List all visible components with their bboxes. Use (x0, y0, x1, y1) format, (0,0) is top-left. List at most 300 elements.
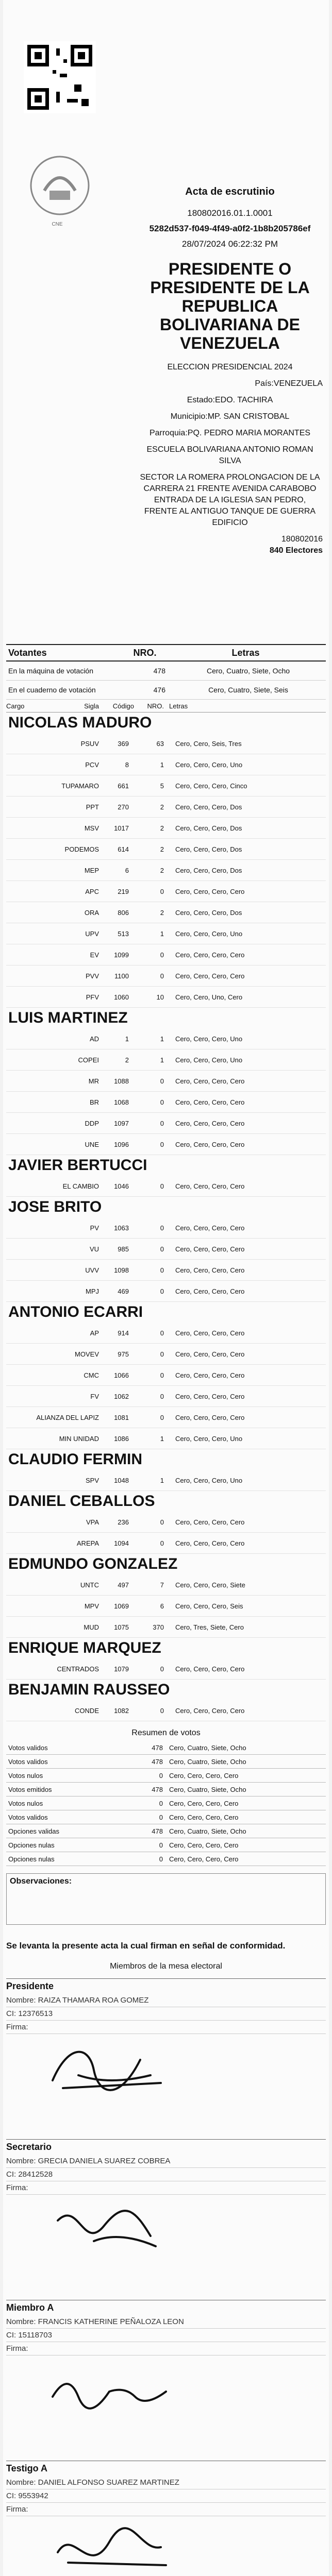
resumen-nro: 478 (152, 1743, 163, 1752)
party-row (6, 1028, 326, 1049)
party-row (6, 1533, 326, 1554)
party-sigla: CONDE (75, 1706, 99, 1715)
party-row (6, 1176, 326, 1197)
party-row (6, 987, 326, 1008)
candidate-name: JAVIER BERTUCCI (8, 1157, 147, 1174)
party-nro: 0 (160, 1266, 164, 1274)
party-sigla: ORA (84, 908, 99, 917)
party-codigo: 1062 (114, 1392, 129, 1400)
resumen-row (6, 1824, 326, 1838)
party-row (6, 944, 326, 965)
party-sigla: MUD (84, 1623, 99, 1631)
party-nro: 2 (160, 803, 164, 811)
party-nro: 63 (156, 739, 164, 748)
acta-header (3, 0, 329, 644)
party-row (6, 923, 326, 944)
party-sigla: ALIANZA DEL LAPIZ (36, 1413, 99, 1421)
party-row (6, 1428, 326, 1449)
party-codigo: 1096 (114, 1140, 129, 1148)
party-codigo: 236 (118, 1518, 129, 1526)
party-row (6, 1239, 326, 1260)
party-letras: Cero, Cero, Cero, Siete (175, 1581, 245, 1589)
party-nro: 2 (160, 908, 164, 917)
party-letras: Cero, Cero, Cero, Cero (175, 1098, 245, 1106)
signature-icon (47, 2039, 181, 2111)
party-row (6, 902, 326, 923)
member-role: Testigo A (6, 2463, 47, 2473)
party-sigla: CENTRADOS (57, 1665, 99, 1673)
party-codigo: 661 (118, 782, 129, 790)
party-row (6, 1323, 326, 1344)
party-codigo: 1099 (114, 951, 129, 959)
signature-area (6, 2516, 326, 2576)
member-ci: CI: 28412528 (6, 2168, 326, 2181)
election-name: ELECCION PRESIDENCIAL 2024 (167, 363, 293, 371)
party-row (6, 1365, 326, 1386)
member-nombre: Nombre: DANIEL ALFONSO SUAREZ MARTINEZ (6, 2476, 326, 2489)
party-nro: 10 (156, 993, 164, 1001)
party-sigla: PFV (86, 993, 99, 1001)
party-sigla: MPJ (86, 1287, 99, 1295)
party-codigo: 1097 (114, 1119, 129, 1127)
party-letras: Cero, Cero, Cero, Seis (175, 1602, 243, 1610)
party-sigla: TUPAMARO (61, 782, 99, 790)
votantes-label: En la máquina de votación (8, 667, 93, 675)
resumen-label: Votos nulos (8, 1771, 43, 1780)
miembros-title: Miembros de la mesa electoral (110, 1962, 222, 1971)
party-sigla: PPT (86, 803, 99, 811)
party-nro: 0 (160, 1329, 164, 1337)
member-block (6, 1978, 326, 2132)
party-letras: Cero, Cero, Cero, Uno (175, 1434, 243, 1443)
party-sigla: MIN UNIDAD (59, 1434, 99, 1443)
party-codigo: 1069 (114, 1602, 129, 1610)
party-sigla: PSUV (80, 739, 99, 748)
party-row (6, 1574, 326, 1596)
party-row (6, 1260, 326, 1281)
party-nro: 0 (160, 1392, 164, 1400)
party-letras: Cero, Cero, Cero, Cero (175, 1287, 245, 1295)
votantes-row (6, 681, 326, 700)
party-row (6, 1344, 326, 1365)
candidate-name: CLAUDIO FERMIN (8, 1451, 142, 1468)
party-row (6, 775, 326, 796)
party-row (6, 1617, 326, 1638)
party-letras: Cero, Cero, Cero, Cero (175, 1140, 245, 1148)
th-nro: NRO. (147, 702, 164, 710)
party-nro: 5 (160, 782, 164, 790)
party-nro: 0 (160, 1518, 164, 1526)
party-codigo: 2 (125, 1056, 129, 1064)
party-letras: Cero, Cero, Cero, Cero (175, 1706, 245, 1715)
members-list (6, 1978, 326, 2576)
table-header (6, 700, 326, 713)
party-nro: 0 (160, 887, 164, 895)
votantes-head-nro: NRO. (133, 647, 157, 658)
party-sigla: MPV (84, 1602, 99, 1610)
party-letras: Cero, Cero, Cero, Cero (175, 1182, 245, 1190)
votantes-section (3, 644, 329, 2576)
party-nro: 2 (160, 845, 164, 853)
party-nro: 1 (160, 1035, 164, 1043)
logo-caption: CNE (52, 222, 63, 227)
votantes-head-label: Votantes (8, 647, 47, 658)
party-row (6, 1281, 326, 1302)
party-row (6, 1386, 326, 1407)
resumen-letras: Cero, Cero, Cero, Cero (169, 1841, 239, 1849)
party-sigla: COPEI (78, 1056, 99, 1064)
party-sigla: UNTC (80, 1581, 99, 1589)
party-nro: 0 (160, 1413, 164, 1421)
party-row (6, 1134, 326, 1155)
observaciones-box: Observaciones: (6, 1873, 326, 1925)
party-sigla: MEP (84, 866, 99, 874)
party-letras: Cero, Cero, Cero, Cero (175, 1266, 245, 1274)
party-nro: 0 (160, 1224, 164, 1232)
direccion: SECTOR LA ROMERA PROLONGACION DE LA CARRERA 21 FRENTE AVENIDA CARABOBO ENTRADA DE LA IGLESIA SAN PEDRO, FRENTE AL ANTIGUO TANQUE DE GUERRA EDIFICIO (140, 473, 320, 527)
party-codigo: 1068 (114, 1098, 129, 1106)
member-ci: CI: 15118703 (6, 2329, 326, 2342)
resumen-row (6, 1741, 326, 1755)
member-block (6, 2461, 326, 2576)
party-nro: 0 (160, 1098, 164, 1106)
party-nro: 370 (153, 1623, 164, 1631)
acta-paper (3, 0, 329, 2576)
party-codigo: 1017 (114, 824, 129, 832)
party-codigo: 985 (118, 1245, 129, 1253)
resumen-row (6, 1810, 326, 1824)
party-codigo: 914 (118, 1329, 129, 1337)
party-letras: Cero, Cero, Cero, Uno (175, 929, 243, 938)
resumen-label: Votos validos (8, 1743, 48, 1752)
party-nro: 0 (160, 972, 164, 980)
party-letras: Cero, Cero, Seis, Tres (175, 739, 242, 748)
party-letras: Cero, Cero, Cero, Cero (175, 1224, 245, 1232)
resumen-letras: Cero, Cuatro, Siete, Ocho (169, 1785, 246, 1793)
party-codigo: 219 (118, 887, 129, 895)
votantes-nro: 476 (153, 686, 165, 694)
member-block (6, 2139, 326, 2293)
party-codigo: 513 (118, 929, 129, 938)
party-codigo: 497 (118, 1581, 129, 1589)
party-nro: 6 (160, 1602, 164, 1610)
candidate-name: DANIEL CEBALLOS (8, 1493, 155, 1510)
resumen-nro: 0 (159, 1841, 163, 1849)
candidate-name: EDMUNDO GONZALEZ (8, 1555, 178, 1572)
member-role: Miembro A (6, 2302, 54, 2313)
party-sigla: MR (88, 1077, 99, 1085)
party-letras: Cero, Cero, Cero, Cero (175, 1665, 245, 1673)
member-firma-label: Firma: (6, 2181, 326, 2195)
party-row (6, 1071, 326, 1092)
candidate-name: ANTONIO ECARRI (8, 1303, 143, 1320)
resumen-nro: 478 (152, 1785, 163, 1793)
party-row (6, 1092, 326, 1113)
party-nro: 0 (160, 1140, 164, 1148)
party-codigo: 1100 (114, 972, 129, 980)
parroquia: Parroquia:PQ. PEDRO MARIA MORANTES (149, 429, 311, 437)
party-row (6, 1049, 326, 1071)
party-row (6, 881, 326, 902)
party-nro: 0 (160, 951, 164, 959)
party-letras: Cero, Cero, Cero, Cero (175, 1329, 245, 1337)
party-row (6, 1407, 326, 1428)
centro-votacion: ESCUELA BOLIVARIANA ANTONIO ROMAN SILVA (146, 445, 313, 465)
party-codigo: 1088 (114, 1077, 129, 1085)
party-letras: Cero, Cero, Cero, Cero (175, 1245, 245, 1253)
party-letras: Cero, Cero, Cero, Cero (175, 1350, 245, 1358)
party-row (6, 1217, 326, 1239)
party-row (6, 1113, 326, 1134)
resumen-letras: Cero, Cero, Cero, Cero (169, 1799, 239, 1807)
resumen-nro: 0 (159, 1799, 163, 1807)
resumen-nro: 0 (159, 1855, 163, 1863)
party-row (6, 1512, 326, 1533)
party-letras: Cero, Cero, Cero, Dos (175, 803, 242, 811)
party-nro: 0 (160, 1245, 164, 1253)
party-codigo: 1098 (114, 1266, 129, 1274)
party-nro: 1 (160, 1434, 164, 1443)
acta-title: Acta de escrutinio (185, 186, 275, 197)
member-firma-label: Firma: (6, 2021, 326, 2034)
qr-code-top (24, 41, 96, 113)
votantes-header (6, 644, 326, 662)
th-codigo: Código (112, 702, 134, 710)
member-role: Presidente (6, 1981, 54, 1991)
party-sigla: VU (89, 1245, 99, 1253)
party-letras: Cero, Cero, Cero, Cero (175, 1518, 245, 1526)
party-row (6, 839, 326, 860)
party-letras: Cero, Cero, Cero, Cero (175, 951, 245, 959)
party-sigla: AREPA (76, 1539, 99, 1547)
party-nro: 0 (160, 1665, 164, 1673)
th-letras: Letras (169, 702, 188, 710)
resumen-letras: Cero, Cuatro, Siete, Ocho (169, 1827, 246, 1835)
election-title: PRESIDENTE O PRESIDENTE DE LA REPUBLICA BOLIVARIANA DE VENEZUELA (150, 260, 310, 352)
party-letras: Cero, Cero, Cero, Dos (175, 908, 242, 917)
resumen-label: Opciones nulas (8, 1841, 55, 1849)
party-nro: 0 (160, 1182, 164, 1190)
party-sigla: PODEMOS (64, 845, 99, 853)
member-role: Secretario (6, 2142, 52, 2152)
signature-icon (47, 2361, 181, 2433)
signature-icon (47, 2200, 181, 2272)
signature-area (6, 2195, 326, 2293)
resumen-table (6, 1741, 326, 1866)
member-nombre: Nombre: RAIZA THAMARA ROA GOMEZ (6, 1994, 326, 2007)
party-codigo: 1082 (114, 1706, 129, 1715)
party-letras: Cero, Cero, Uno, Cero (175, 993, 243, 1001)
candidate-name: BENJAMIN RAUSSEO (8, 1681, 170, 1698)
party-sigla: PCV (85, 760, 99, 769)
party-letras: Cero, Cero, Cero, Uno (175, 1476, 243, 1484)
party-sigla: CMC (84, 1371, 99, 1379)
party-codigo: 1079 (114, 1665, 129, 1673)
party-nro: 7 (160, 1581, 164, 1589)
party-letras: Cero, Cero, Cero, Cero (175, 1119, 245, 1127)
member-firma-label: Firma: (6, 2342, 326, 2355)
party-row (6, 796, 326, 818)
party-nro: 0 (160, 1287, 164, 1295)
member-ci: CI: 9553942 (6, 2489, 326, 2503)
party-sigla: BR (89, 1098, 99, 1106)
party-sigla: VPA (86, 1518, 99, 1526)
signature-area (6, 2034, 326, 2132)
party-letras: Cero, Cero, Cero, Cero (175, 1392, 245, 1400)
party-codigo: 1060 (114, 993, 129, 1001)
resumen-label: Opciones validas (8, 1827, 59, 1835)
party-letras: Cero, Cero, Cero, Cero (175, 1077, 245, 1085)
candidates-list (6, 713, 326, 1721)
party-letras: Cero, Cero, Cero, Cero (175, 887, 245, 895)
member-ci: CI: 12376513 (6, 2007, 326, 2021)
pais: País:VENEZUELA (255, 379, 323, 388)
resumen-row (6, 1852, 326, 1866)
party-sigla: PV (90, 1224, 99, 1232)
party-letras: Cero, Cero, Cero, Dos (175, 824, 242, 832)
candidate-name: NICOLAS MADURO (8, 714, 152, 731)
party-row (6, 965, 326, 987)
candidate-name: LUIS MARTINEZ (8, 1009, 128, 1026)
resumen-label: Votos emitidos (8, 1785, 52, 1793)
resumen-row (6, 1783, 326, 1797)
party-row (6, 733, 326, 754)
resumen-row (6, 1838, 326, 1852)
party-sigla: DDP (85, 1119, 99, 1127)
resumen-nro: 478 (152, 1827, 163, 1835)
resumen-row (6, 1755, 326, 1769)
resumen-letras: Cero, Cuatro, Siete, Ocho (169, 1757, 246, 1766)
party-letras: Cero, Cero, Cero, Uno (175, 760, 243, 769)
party-letras: Cero, Cero, Cero, Cero (175, 1371, 245, 1379)
votantes-letras: Cero, Cuatro, Siete, Ocho (206, 667, 290, 675)
party-row (6, 818, 326, 839)
party-codigo: 1066 (114, 1371, 129, 1379)
resumen-nro: 0 (159, 1771, 163, 1780)
party-sigla: MSV (84, 824, 99, 832)
party-row (6, 754, 326, 775)
member-nombre: Nombre: FRANCIS KATHERINE PEÑALOZA LEON (6, 2315, 326, 2329)
resumen-row (6, 1797, 326, 1810)
party-codigo: 1094 (114, 1539, 129, 1547)
party-nro: 0 (160, 1371, 164, 1379)
votantes-row (6, 662, 326, 681)
resumen-label: Votos nulos (8, 1799, 43, 1807)
party-sigla: EV (90, 951, 99, 959)
party-letras: Cero, Cero, Cero, Dos (175, 845, 242, 853)
electores-count: 840 Electores (269, 546, 323, 555)
party-sigla: EL CAMBIO (62, 1182, 99, 1190)
party-row (6, 1470, 326, 1491)
codigo-centro: 180802016 (281, 535, 323, 544)
party-letras: Cero, Cero, Cero, Cero (175, 1539, 245, 1547)
resumen-row (6, 1769, 326, 1783)
resumen-label: Votos validos (8, 1813, 48, 1821)
party-sigla: UPV (85, 929, 99, 938)
party-nro: 1 (160, 1476, 164, 1484)
signature-area (6, 2355, 326, 2453)
party-row (6, 860, 326, 881)
acta-number: 180802016.01.1.0001 (187, 208, 273, 218)
acta-timestamp: 28/07/2024 06:22:32 PM (181, 239, 278, 249)
party-sigla: FV (90, 1392, 99, 1400)
resumen-label: Opciones nulas (8, 1855, 55, 1863)
party-sigla: PVV (85, 972, 99, 980)
party-letras: Cero, Cero, Cero, Cero (175, 972, 245, 980)
member-firma-label: Firma: (6, 2503, 326, 2516)
conformidad-statement: Se levanta la presente acta la cual firman en señal de conformidad. (6, 1941, 286, 1951)
party-letras: Cero, Cero, Cero, Uno (175, 1056, 243, 1064)
resumen-letras: Cero, Cero, Cero, Cero (169, 1771, 239, 1780)
party-codigo: 1086 (114, 1434, 129, 1443)
party-row (6, 1700, 326, 1721)
votantes-letras: Cero, Cuatro, Siete, Seis (208, 686, 288, 694)
party-codigo: 1075 (114, 1623, 129, 1631)
party-codigo: 1063 (114, 1224, 129, 1232)
party-letras: Cero, Cero, Cero, Cinco (175, 782, 247, 790)
party-sigla: APC (85, 887, 99, 895)
party-codigo: 614 (118, 845, 129, 853)
party-codigo: 469 (118, 1287, 129, 1295)
th-cargo: Cargo (6, 702, 25, 710)
party-codigo: 975 (118, 1350, 129, 1358)
party-nro: 0 (160, 1706, 164, 1715)
party-codigo: 1081 (114, 1413, 129, 1421)
party-codigo: 1046 (114, 1182, 129, 1190)
party-codigo: 8 (125, 760, 129, 769)
party-nro: 2 (160, 824, 164, 832)
party-nro: 0 (160, 1077, 164, 1085)
party-codigo: 6 (125, 866, 129, 874)
header-info (137, 185, 323, 556)
municipio: Municipio:MP. SAN CRISTOBAL (170, 412, 290, 421)
acta-hash: 5282d537-f049-4f49-a0f2-1b8b205786ef (149, 224, 311, 233)
estado: Estado:EDO. TACHIRA (187, 396, 273, 404)
party-letras: Cero, Tres, Siete, Cero (175, 1623, 244, 1631)
candidate-name: ENRIQUE MARQUEZ (8, 1639, 161, 1656)
party-row (6, 1658, 326, 1680)
resumen-nro: 478 (152, 1757, 163, 1766)
party-sigla: SPV (85, 1476, 99, 1484)
votantes-nro: 478 (153, 667, 165, 675)
party-nro: 2 (160, 866, 164, 874)
signature-icon (47, 2521, 181, 2576)
resumen-letras: Cero, Cuatro, Siete, Ocho (169, 1743, 246, 1752)
party-codigo: 806 (118, 908, 129, 917)
resumen-letras: Cero, Cero, Cero, Cero (169, 1813, 239, 1821)
party-nro: 0 (160, 1539, 164, 1547)
party-nro: 1 (160, 1056, 164, 1064)
party-letras: Cero, Cero, Cero, Dos (175, 866, 242, 874)
candidate-name: JOSE BRITO (8, 1198, 102, 1215)
votantes-head-letras: Letras (231, 647, 260, 658)
th-sigla: Sigla (84, 702, 99, 710)
party-letras: Cero, Cero, Cero, Uno (175, 1035, 243, 1043)
party-letras: Cero, Cero, Cero, Cero (175, 1413, 245, 1421)
party-nro: 0 (160, 1350, 164, 1358)
member-nombre: Nombre: GRECIA DANIELA SUAREZ COBREA (6, 2155, 326, 2168)
member-block (6, 2300, 326, 2453)
party-codigo: 1048 (114, 1476, 129, 1484)
party-row (6, 1596, 326, 1617)
party-sigla: UVV (85, 1266, 99, 1274)
party-sigla: UNE (85, 1140, 99, 1148)
resumen-nro: 0 (159, 1813, 163, 1821)
party-nro: 1 (160, 929, 164, 938)
resumen-label: Votos validos (8, 1757, 48, 1766)
party-codigo: 1 (125, 1035, 129, 1043)
resumen-letras: Cero, Cero, Cero, Cero (169, 1855, 239, 1863)
